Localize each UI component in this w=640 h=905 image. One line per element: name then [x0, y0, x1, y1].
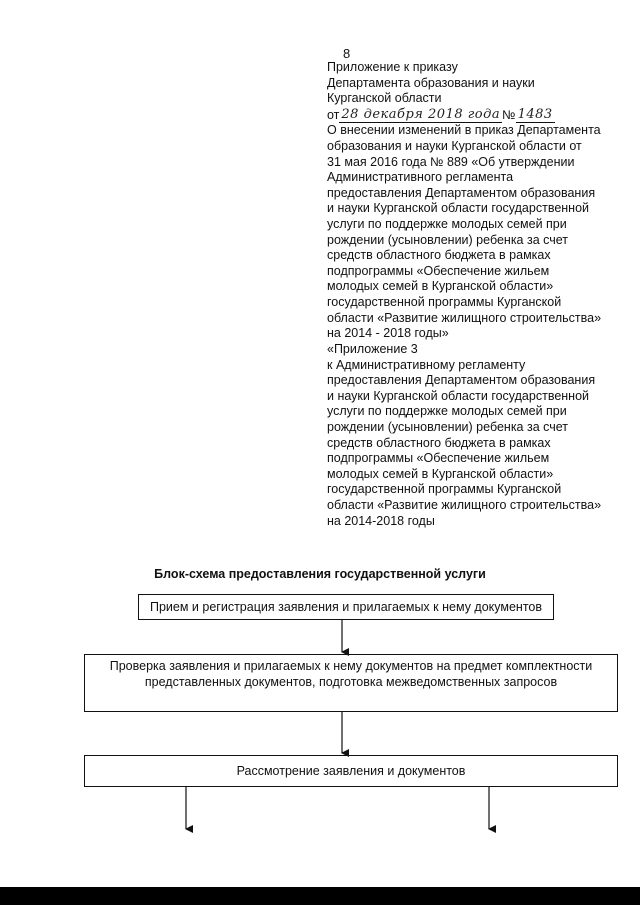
- date-prefix: от: [327, 107, 340, 122]
- subject-line: на 2014 - 2018 годы»: [327, 326, 449, 341]
- handwritten-date: 28 декабря 2018 года: [341, 106, 501, 122]
- appendix-header-line: Департамента образования и науки: [327, 75, 535, 90]
- appendix-header-line: Приложение к приказу: [327, 60, 458, 74]
- number-prefix: №: [502, 107, 516, 122]
- page-number: 8: [343, 46, 351, 61]
- subject-line: рождении (усыновлении) ребенка за счет: [327, 232, 569, 247]
- subject-line: молодых семей в Курганской области»: [327, 279, 554, 294]
- handwritten-number: 1483: [517, 106, 553, 122]
- appendix-3-line: «Приложение 3: [327, 342, 418, 356]
- flowchart-step-review: Рассмотрение заявления и документов: [84, 755, 618, 787]
- subject-line: области «Развитие жилищного строительства»: [327, 310, 602, 325]
- flowchart-step-reception: Прием и регистрация заявления и прилагаемых к нему документов: [138, 594, 554, 620]
- subject-line: и науки Курганской области государственной: [327, 201, 590, 216]
- step-text-line: представленных документов, подготовка межведомственных запросов: [144, 674, 558, 689]
- flowchart-title: Блок-схема предоставления государственной услуги: [154, 567, 486, 581]
- subject-line: О внесении изменений в приказ Департамента: [327, 123, 601, 138]
- subject-line: государственной программы Курганской: [327, 294, 562, 309]
- subject-line: образования и науки Курганской области от: [327, 138, 582, 153]
- subject-line: услуги по поддержке молодых семей при: [327, 216, 567, 231]
- appendix-3-line: рождении (усыновлении) ребенка за счет: [327, 419, 569, 434]
- subject-line: 31 мая 2016 года № 889 «Об утверждении: [327, 154, 575, 169]
- subject-line: средств областного бюджета в рамках: [327, 248, 551, 263]
- subject-line: Административного регламента: [327, 170, 514, 185]
- scan-bottom-border: [0, 887, 640, 905]
- appendix-3-line: предоставления Департаментом образования: [327, 373, 596, 388]
- appendix-3-line: средств областного бюджета в рамках: [327, 435, 551, 450]
- appendix-3-line: на 2014-2018 годы: [327, 513, 435, 528]
- appendix-3-line: области «Развитие жилищного строительства»: [327, 497, 602, 512]
- appendix-3-line: услуги по поддержке молодых семей при: [327, 404, 567, 419]
- subject-line: предоставления Департаментом образования: [327, 185, 596, 200]
- subject-line: подпрограммы «Обеспечение жильем: [327, 263, 550, 278]
- appendix-header-line: Курганской области: [327, 91, 442, 106]
- appendix-3-line: подпрограммы «Обеспечение жильем: [327, 451, 550, 466]
- step-text-line: Проверка заявления и прилагаемых к нему документов на предмет комплектности: [109, 659, 593, 673]
- appendix-3-line: молодых семей в Курганской области»: [327, 466, 554, 481]
- appendix-3-line: и науки Курганской области государственной: [327, 388, 590, 403]
- appendix-3-line: к Административному регламенту: [327, 357, 526, 372]
- appendix-3-line: государственной программы Курганской: [327, 482, 562, 497]
